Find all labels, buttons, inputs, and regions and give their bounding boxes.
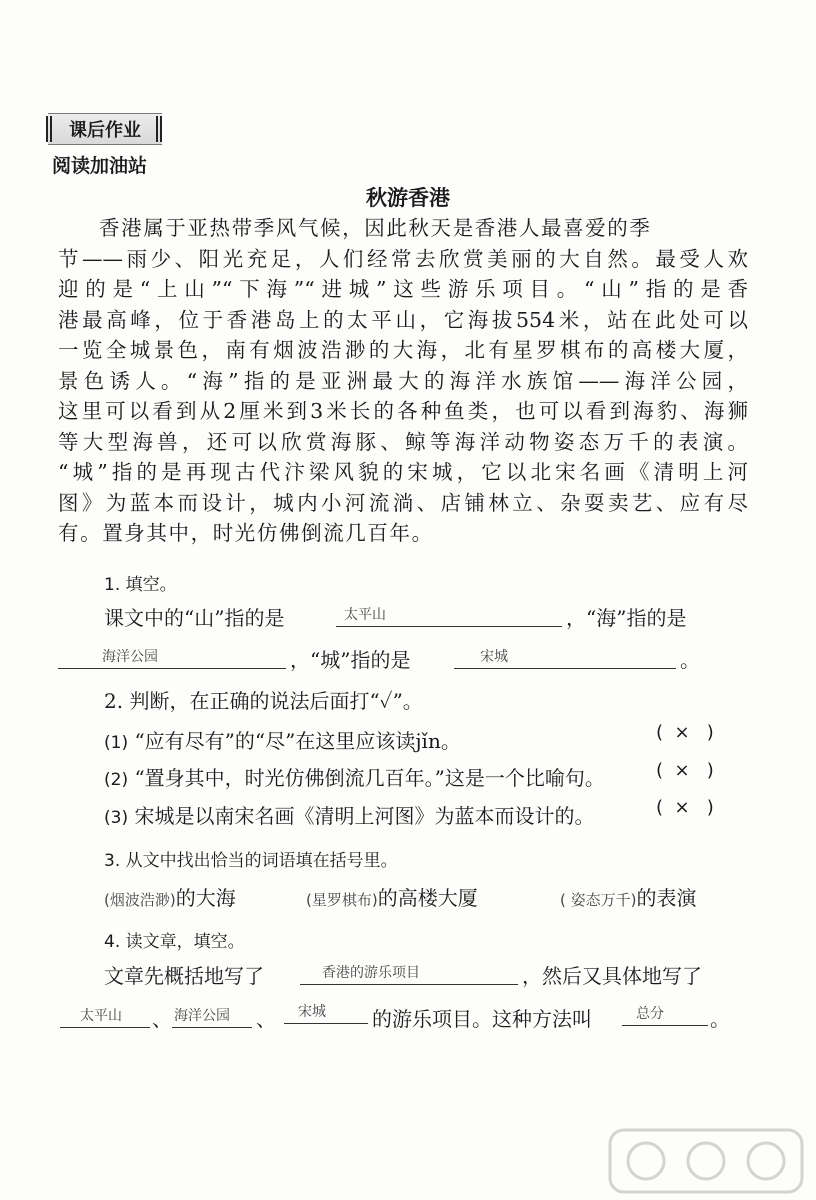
q1-answer-hai[interactable]: 海洋公园	[58, 646, 286, 669]
q4-sep: 、	[152, 1007, 172, 1031]
q1-line2-end: 。	[680, 648, 700, 672]
q3-answer[interactable]: 烟波浩渺	[109, 891, 170, 909]
q1-line2-mid: ，“城”指的是	[290, 648, 411, 672]
passage-line: 这里可以看到从2厘米到3米长的各种鱼类，也可以看到海豹、海狮	[58, 399, 748, 423]
q4-answer-method[interactable]: 总分	[622, 1003, 708, 1026]
q1-answer-cheng[interactable]: 宋城	[454, 646, 676, 669]
q2-mark: ×	[674, 722, 690, 743]
passage-line: 节——雨少、阳光充足，人们经常去欣赏美丽的大自然。最受人欢	[58, 246, 748, 271]
passage-line: 图》为蓝本而设计，城内小河流淌、店铺林立、杂耍卖艺、应有尽	[58, 490, 748, 515]
q2-answer-box[interactable]: ( × )	[656, 722, 714, 743]
q3-item: ( 姿态万千)的表演	[560, 886, 697, 910]
passage-line: 有。置身其中，时光仿佛倒流几百年。	[58, 521, 434, 545]
q4-title: 4. 读文章，填空。	[104, 932, 245, 952]
passage-line: 景色诱人。“海”指的是亚洲最大的海洋水族馆——海洋公园，	[58, 368, 748, 393]
q4-answer-b[interactable]: 海洋公园	[172, 1005, 252, 1028]
q2-item: (1) “应有尽有”的“尽”在这里应该读jǐn。	[104, 729, 461, 753]
homework-badge	[48, 113, 162, 145]
q3-item: (烟波浩渺)的大海	[104, 886, 236, 910]
q4-line1-prefix: 文章先概括地写了	[104, 964, 264, 988]
q1-title: 1. 填空。	[104, 575, 177, 595]
watermark-stamp-icon	[606, 1126, 806, 1196]
q2-answer-box[interactable]: ( × )	[656, 760, 714, 781]
passage	[58, 213, 748, 549]
passage-line: 迎的是“上山”“下海”“进城”这些游乐项目。“山”指的是香	[58, 277, 748, 301]
passage-line: “城”指的是再现古代汴梁风貌的宋城，它以北宋名画《清明上河	[58, 460, 748, 484]
passage-line: 一览全城景色，南有烟波浩渺的大海，北有星罗棋布的高楼大厦，	[58, 338, 748, 362]
q3-item: (星罗棋布)的高楼大厦	[306, 886, 478, 910]
homework-badge-label: 课后作业	[69, 120, 141, 141]
passage-line: 香港属于亚热带季风气候，因此秋天是香港人最喜爱的季	[99, 216, 652, 240]
q3-answer[interactable]: 姿态万千	[570, 891, 631, 909]
section-title: 阅读加油站	[52, 155, 148, 177]
q1-answer-shan[interactable]: 太平山	[336, 604, 562, 627]
q4-sep: 、	[256, 1007, 276, 1031]
q2-title: 2. 判断，在正确的说法后面打“✓”。	[104, 689, 423, 713]
q2-mark: ×	[674, 760, 690, 781]
q4-line2-mid: 的游乐项目。这种方法叫	[372, 1007, 592, 1031]
q4-answer-c[interactable]: 宋城	[284, 1001, 368, 1024]
q3-answer[interactable]: 星罗棋布	[311, 891, 372, 909]
q2-item: (3) 宋城是以南宋名画《清明上河图》为蓝本而设计的。	[104, 804, 595, 828]
passage-title: 秋游香港	[366, 186, 450, 210]
q1-line1-mid: ，“海”指的是	[566, 606, 687, 630]
q4-line1-post: ，然后又具体地写了	[522, 964, 702, 988]
q2-answer-box[interactable]: ( × )	[656, 797, 714, 818]
q2-item: (2) “置身其中，时光仿佛倒流几百年。”这是一个比喻句。	[104, 766, 605, 790]
q4-line2-end: 。	[710, 1007, 730, 1031]
q3-title: 3. 从文中找出恰当的词语填在括号里。	[104, 851, 398, 871]
q4-answer-general[interactable]: 香港的游乐项目	[300, 962, 518, 985]
q4-answer-a[interactable]: 太平山	[60, 1005, 150, 1028]
q2-mark: ×	[674, 797, 690, 818]
passage-line: 港最高峰，位于香港岛上的太平山，它海拔554米，站在此处可以	[58, 307, 748, 332]
q1-line1-prefix: 课文中的“山”指的是	[104, 606, 285, 630]
passage-line: 等大型海兽，还可以欣赏海豚、鲸等海洋动物姿态万千的表演。	[58, 429, 748, 454]
